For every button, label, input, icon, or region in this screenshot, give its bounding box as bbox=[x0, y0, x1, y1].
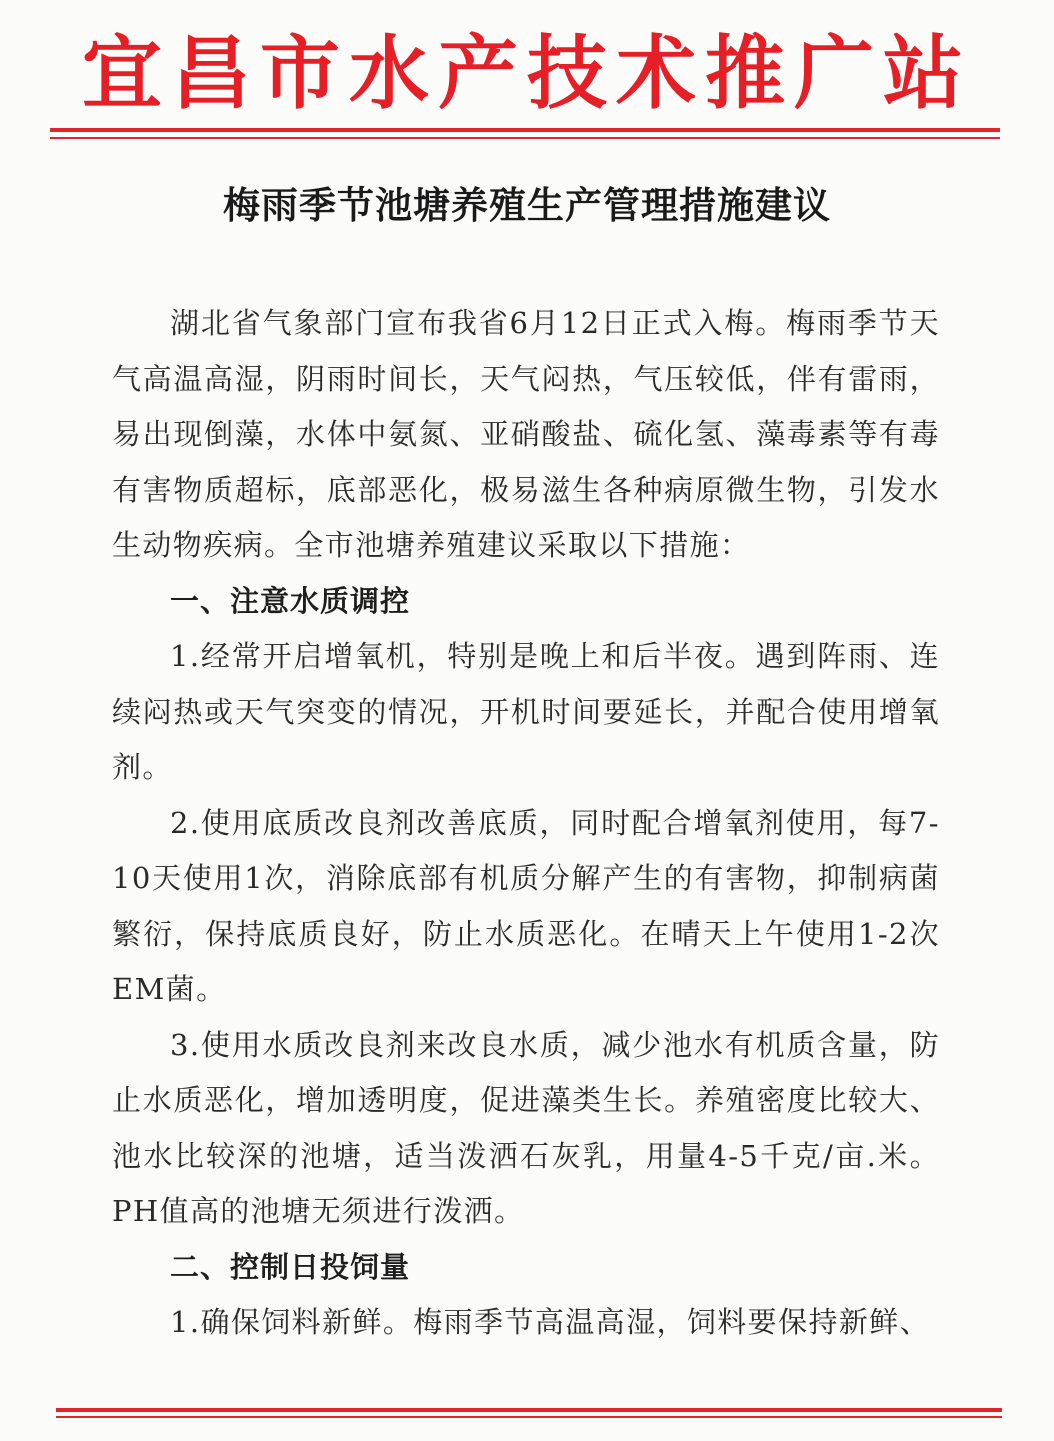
letterhead-rule-top-thick bbox=[50, 128, 1000, 132]
section-heading-water-quality: 一、注意水质调控 bbox=[170, 583, 411, 618]
section-heading-feeding: 二、控制日投饲量 bbox=[170, 1249, 411, 1284]
section1-item-3: 3.使用水质改良剂来改良水质，减少池水有机质含量，防止水质恶化，增加透明度，促进藻类生长。养殖密度比较大、池水比较深的池塘，适当泼洒石灰乳，用量4-5千克/亩.米。PH值高的池塘无须进行泼洒。 bbox=[112, 1027, 940, 1228]
footer-rule-thick bbox=[56, 1408, 1002, 1412]
footer-rule-thin bbox=[56, 1416, 1002, 1418]
section1-item-1: 1.经常开启增氧机，特别是晚上和后半夜。遇到阵雨、连续闷热或天气突变的情况，开机时间要延长，并配合使用增氧剂。 bbox=[112, 639, 940, 784]
intro-paragraph: 湖北省气象部门宣布我省6月12日正式入梅。梅雨季节天气高温高湿，阴雨时间长，天气闷热，气压较低，伴有雷雨，易出现倒藻，水体中氨氮、亚硝酸盐、硫化氢、藻毒素等有毒有害物质超标，底部恶化，极易滋生各种病原微生物，引发水生动物疾病。全市池塘养殖建议采取以下措施： bbox=[112, 306, 940, 562]
document-title: 梅雨季节池塘养殖生产管理措施建议 bbox=[223, 184, 831, 227]
letterhead-org-name: 宜昌市水产技术推广站 bbox=[82, 27, 972, 120]
document-body bbox=[112, 296, 940, 1351]
section1-item-2: 2.使用底质改良剂改善底质，同时配合增氧剂使用，每7-10天使用1次，消除底部有机质分解产生的有害物，抑制病菌繁衍，保持底质良好，防止水质恶化。在晴天上午使用1-2次EM菌。 bbox=[112, 805, 940, 1006]
letterhead-rule-top-thin bbox=[50, 137, 1000, 139]
section2-item-1: 1.确保饲料新鲜。梅雨季节高温高湿，饲料要保持新鲜、 bbox=[170, 1305, 931, 1339]
